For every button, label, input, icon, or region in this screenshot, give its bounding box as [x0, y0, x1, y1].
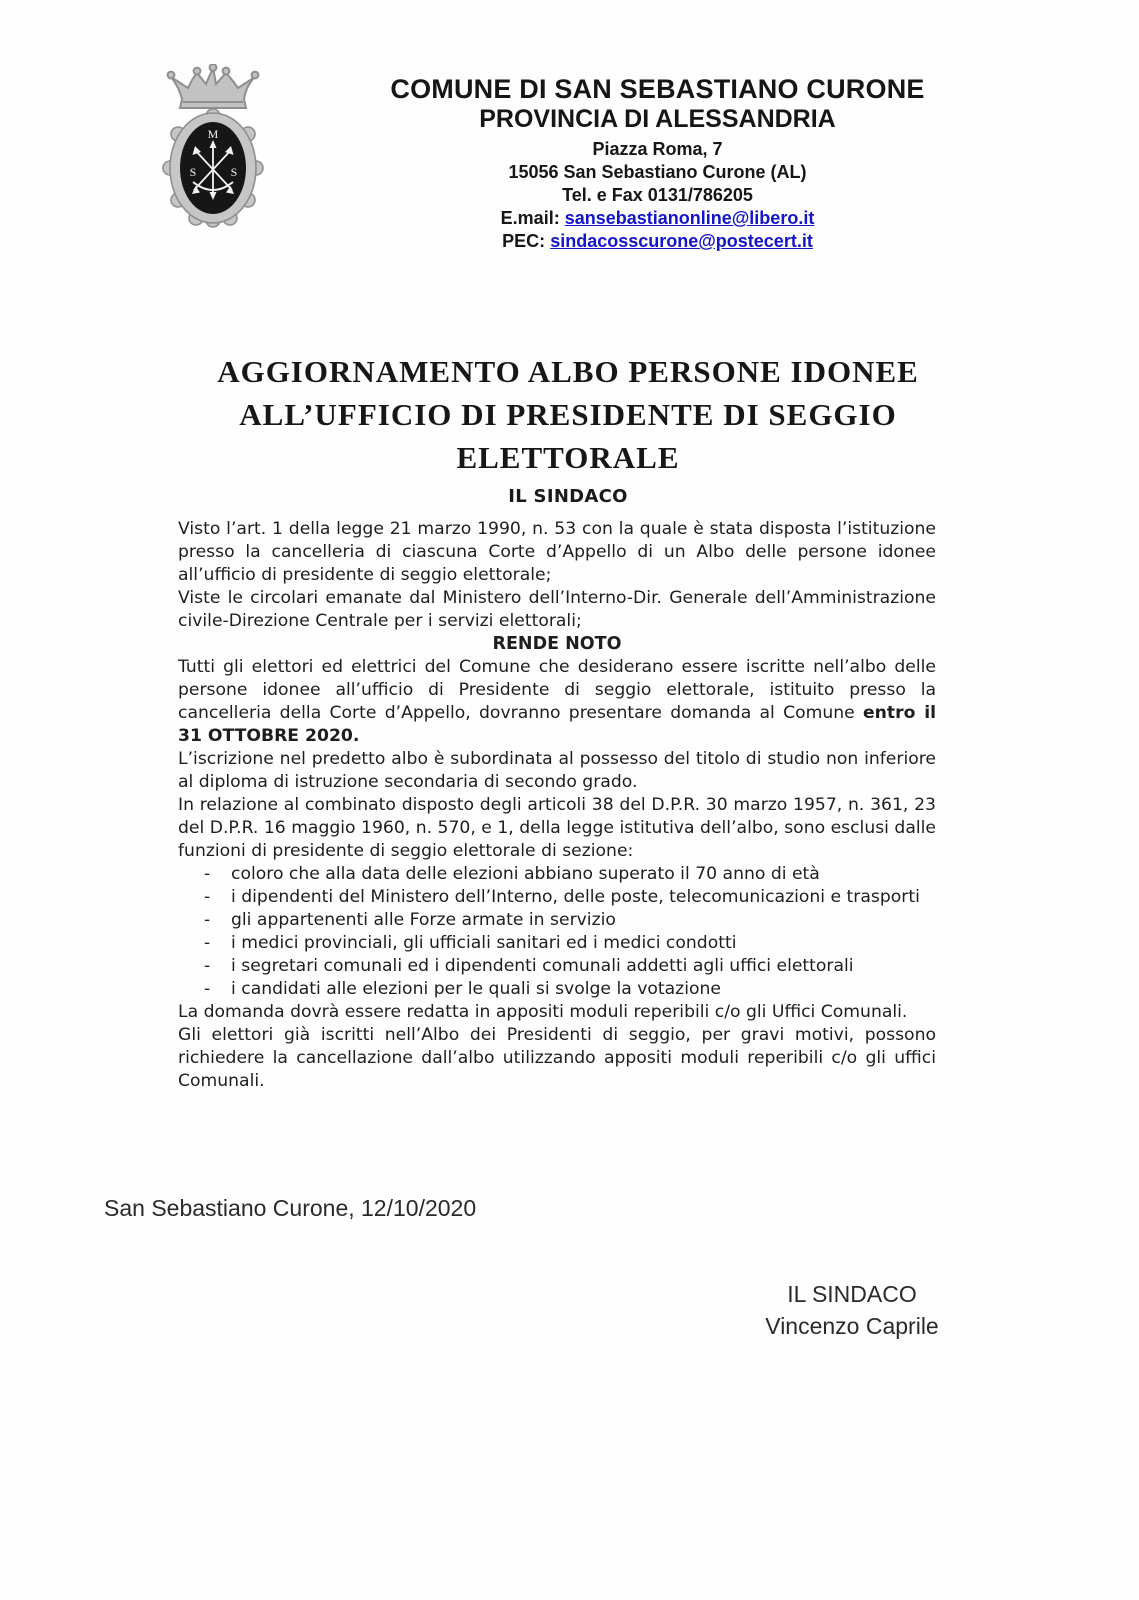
list-item	[178, 863, 936, 886]
document-body	[178, 518, 936, 1093]
signature-block	[698, 1278, 1006, 1342]
mayor-heading: IL SINDACO	[508, 486, 628, 507]
paragraph-exclusions-intro: In relazione al combinato disposto degli articoli 38 del D.P.R. 30 marzo 1957, n. 361, 23 del D.P.R. 16 maggio 1960, n. 570, e 1, della legge istitutiva dell’albo, sono esclusi dalle funzioni di presidente di seggio elettorale di sezione:	[178, 795, 936, 861]
list-item	[178, 909, 936, 932]
list-item	[178, 955, 936, 978]
list-item	[178, 886, 936, 909]
letterhead	[330, 74, 985, 253]
place-date: San Sebastiano Curone, 12/10/2020	[104, 1195, 477, 1221]
deadline-date-bold: entro il 31 OTTOBRE 2020.	[178, 703, 936, 746]
paragraph-requirements: L’iscrizione nel predetto albo è subordinata al possesso del titolo di studio non inferiore al diploma di istruzione secondaria di secondo grado.	[178, 749, 936, 792]
dash-bullet: -	[204, 933, 211, 953]
address-street: Piazza Roma, 7	[592, 139, 723, 159]
paragraph-application-forms: La domanda dovrà essere redatta in appositi moduli reperibili c/o gli Uffici Comunali.	[178, 1002, 908, 1022]
paragraph-deadline	[178, 656, 936, 748]
document-title-line1: AGGIORNAMENTO ALBO PERSONE IDONEE	[217, 354, 919, 389]
list-item	[178, 978, 936, 1001]
municipality-name: COMUNE DI SAN SEBASTIANO CURONE	[390, 74, 925, 104]
dash-bullet: -	[204, 864, 211, 884]
dash-bullet: -	[204, 956, 211, 976]
logo-letter-right: S	[230, 165, 238, 179]
list-item-text: i dipendenti del Ministero dell’Interno, delle poste, telecomunicazioni e trasporti	[231, 887, 920, 907]
logo-letter-top: M	[207, 127, 219, 141]
dash-bullet: -	[204, 887, 211, 907]
document-title-line3: ELETTORALE	[456, 440, 680, 475]
province-name: PROVINCIA DI ALESSANDRIA	[479, 105, 836, 133]
pec-line	[330, 230, 985, 253]
list-item-text: coloro che alla data delle elezioni abbiano superato il 70 anno di età	[231, 864, 820, 884]
paragraph-cancellation: Gli elettori già iscritti nell’Albo dei Presidenti di seggio, per gravi motivi, possono richiedere la cancellazione dall’albo utilizzando appositi moduli reperibili c/o gli uffici Comunali.	[178, 1025, 936, 1091]
paragraph-deadline-text: Tutti gli elettori ed elettrici del Comune che desiderano essere iscritte nell’albo delle persone idonee all’ufficio di Presidente di seggio elettorale, istituito presso la cancelleria della Corte d’Appello, dovranno presentare domanda al Comune	[178, 657, 936, 723]
email-link[interactable]: sansebastianonline@libero.it	[564, 208, 815, 228]
coat-of-arms-icon	[156, 64, 270, 228]
paragraph-viste: Viste le circolari emanate dal Ministero dell’Interno-Dir. Generale dell’Amministrazione civile-Direzione Centrale per i servizi elettorali;	[178, 588, 936, 631]
pec-link[interactable]: sindacosscurone@postecert.it	[550, 231, 813, 251]
list-item-text: gli appartenenti alle Forze armate in servizio	[231, 910, 616, 930]
list-item-text: i candidati alle elezioni per le quali si svolge la votazione	[231, 979, 721, 999]
document-title	[178, 350, 958, 479]
list-item-text: i segretari comunali ed i dipendenti comunali addetti agli uffici elettorali	[231, 956, 854, 976]
exclusion-list	[178, 863, 936, 1001]
municipal-coat-of-arms-logo	[156, 64, 270, 228]
list-item-text: i medici provinciali, gli ufficiali sanitari ed i medici condotti	[231, 933, 737, 953]
email-line	[330, 207, 985, 230]
document-title-line2: ALL’UFFICIO DI PRESIDENTE DI SEGGIO	[239, 397, 897, 432]
paragraph-visto: Visto l’art. 1 della legge 21 marzo 1990, n. 53 con la quale è stata disposta l’istituzione presso la cancelleria di ciascuna Corte d’Appello di un Albo delle persone idonee all’ufficio di presidente di seggio elettorale;	[178, 519, 936, 585]
email-label: E.mail:	[500, 208, 565, 228]
address-city: 15056 San Sebastiano Curone (AL)	[508, 162, 807, 182]
logo-letter-left: S	[189, 165, 197, 179]
list-item	[178, 932, 936, 955]
rende-noto-heading: RENDE NOTO	[492, 634, 622, 654]
signature-role: IL SINDACO	[787, 1281, 917, 1307]
dash-bullet: -	[204, 910, 211, 930]
signature-name: Vincenzo Caprile	[765, 1313, 939, 1339]
phone-fax-line: Tel. e Fax 0131/786205	[562, 185, 753, 205]
pec-label: PEC:	[502, 231, 551, 251]
dash-bullet: -	[204, 979, 211, 999]
